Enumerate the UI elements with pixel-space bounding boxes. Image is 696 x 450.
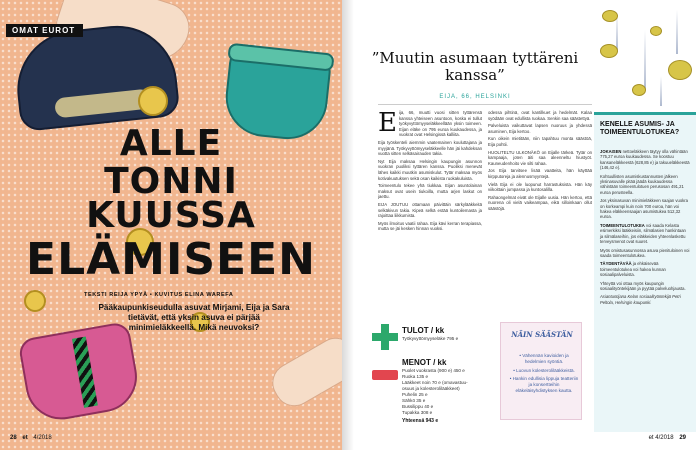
streak (660, 76, 662, 106)
article-paragraph: Palveluista vaikuttavat lapsen nuoruus ja yhdessä asuminen, Eija kertoo. (488, 123, 592, 134)
expense-line: Lääkkeet noin 70 e (omavastuu- (402, 380, 468, 385)
article-paragraph: Jos Eija tarvitsee lisää vaatteita, hän käyttää kirpputoreja ja alennusmyyntejä. (488, 168, 592, 179)
sidebar-text: Asiantuntijana Kelan sosiaalityöntekijä Petri Peltola, Helsingin kaupunki. (600, 294, 681, 305)
expense-line: Tupakka 308 e (402, 410, 433, 415)
tip-item: • Vähennän kavioiden ja hedelmien syöntiä. (519, 353, 569, 364)
sidebar-paragraph (600, 198, 690, 220)
sidebar-text: Kohtuullisten asumiskustannusten jälkeen yksinasuvalle pitää jäädä kuukaudessa vähintään toimeentulotuen perusosan 491,21 euroa perusteella. (600, 173, 684, 195)
pull-quote: ”Muutin asumaan tyttäreni kanssa” (371, 49, 579, 84)
sidebar-paragraph (600, 294, 690, 305)
expenses-title: MENOT / kk (402, 358, 447, 367)
sidebar-paragraph (600, 261, 690, 277)
expense-line: Ruoka 135 e (402, 374, 429, 379)
minus-icon (372, 370, 398, 380)
expense-line: Sähkö 35 e (402, 398, 426, 403)
folio-right (649, 435, 686, 441)
expenses-list (402, 368, 506, 416)
article-paragraph: Rahaongelmat eivät ole Eijalle uusia. Hän kertoo, että nuorena oli vielä vaikeampaa, eikä silloinkaan ollut säästöjä. (488, 194, 592, 211)
magazine-name: et (648, 435, 654, 441)
left-page (0, 0, 342, 450)
sidebar-text: ja ehkäisevää toimeentulotukea voi hakea kunnan sosiaalipalveluista. (600, 261, 666, 278)
drop-cap: E (378, 110, 397, 138)
expense-line: Puolet vuokrasta (900 e) 450 e (402, 368, 465, 373)
expense-line: Puhelin 25 e (402, 392, 428, 397)
article-body (378, 110, 592, 322)
tips-box (500, 322, 582, 420)
income-line: Työkyvyttömyyseläke 795 e (402, 336, 459, 341)
plus-icon (372, 324, 398, 350)
lead-text: Pääkaupunkiseudulla asuvat Mirjami, Eija ja Sara tietävät, että yksin asuva ei pärjää minimieläkkeellä. Mikä neuvoksi? (98, 303, 290, 332)
article-paragraph: Toimeentulo tekee yhä tiukkaa. Eijan asuntolainan maksut ovat usein tiukoilla, mutta arjen laskut on jaettu. (378, 183, 482, 200)
purse-rim (227, 43, 334, 72)
headline-line-3: KUUSSA (86, 195, 256, 236)
magazine-name: et (22, 435, 28, 441)
section-tag: OMAT EUROT (6, 24, 83, 37)
sidebar-keyword: TÄYDENTÄVÄÄ (600, 261, 632, 267)
sidebar-text: nettoeläkkeen täytyy olla vähintään 775,27 euroa kuukaudessa. Se koostuu kansaneläkkeestä (628,85 e) ja takuueläkkeestä (146,42 e). (600, 149, 690, 171)
article-paragraph: HUOLITELTU ULKONÄKÖ on Eijalle tärkeä. Tytär on kampaaja, joten äiti saa aleenneltu hiustyöt. Kauneudenhoito vie silti rahaa. (488, 149, 592, 166)
divider (378, 104, 592, 105)
sidebar-text: voi saada Kelasta esimerkiksi lääkkeisiin, silmälasien hankintaan ja silmälaseihin, jos eläkkeiden yhteenlaskettu terveysmenot ovat suuret. (600, 222, 686, 245)
gutter (342, 0, 354, 450)
sidebar-text: Myös omistusasunnossa asuva pienituloinen voi saada toimeentulotukea. (600, 247, 690, 258)
sidebar-title: KENELLE ASUMIS- JA TOIMEENTULOTUKEA? (600, 121, 680, 137)
info-sidebar (594, 112, 696, 432)
coin-icon (24, 290, 46, 312)
sidebar-paragraph (600, 281, 690, 292)
headline-line-2: TONNI (104, 161, 238, 202)
article-paragraph: EIJA JOUTUU ottamaan päivittäin särkylääkkeitä selkäkivun takia. Kipeä selkä estää kuntoilemasta ja rajoittaa liikkumista. (378, 201, 482, 219)
article-paragraph: Vielä Eija ei ole luopunut harrastuksista. Hän käy viikoittain jumpassa ja kuntosalilla. (488, 181, 592, 193)
expenses-total: Yhteensä 943 e (402, 418, 439, 424)
coin-icon (632, 84, 646, 96)
tips-title: NÄIN SÄÄSTÄN (511, 330, 573, 339)
tip-item: • Hankin edullisia lippuja teatteriin ja konsertteihin eläkeläisyhdistyksen kautta. (509, 376, 579, 393)
streak (676, 10, 678, 54)
article-paragraph: Myös ilmoitus vaatii rahaa. Eija kävi kerran terapiassa, mutta se jäi kesken hinnan vuoksi. (378, 220, 482, 232)
sidebar-paragraph (600, 248, 690, 259)
tip-item: • Luovun kolesterolilääkkeistä. (513, 367, 575, 373)
sidebar-text: Jos yksinasuvan minimieläkkeen saajan vuokra on korkeampi kuin noin 700 euroa, hän voi hakea eläkkeensaajan asumistukea 512,32 euroa. (600, 198, 688, 220)
sidebar-keyword: JOKAISEN (600, 149, 622, 154)
expense-line: osuus ja kolesterolilääkkeet) (402, 386, 460, 391)
coin-icon (600, 44, 618, 58)
person-caption: EIJA, 66, HELSINKI (439, 94, 511, 100)
coin-icon (650, 26, 662, 36)
income-title: TULOT / kk (402, 326, 445, 335)
issue: 4/2018 (655, 435, 674, 441)
article-paragraph: Eija työskenteli aiemmin vaatemainen kouluttajana ja myyjänä. Työkyvyttömyyseläkkeelle hän jäi kahdeksan vuotta sitten selkäsairauden takia. (378, 139, 482, 157)
expense-line: Bussilippu 40 e (402, 404, 434, 409)
coin-icon (668, 60, 692, 80)
sidebar-keyword: TOIMEENTULOTUKEA (600, 222, 645, 228)
sidebar-paragraph (600, 149, 690, 171)
coin-icon (602, 10, 618, 22)
credits: TEKSTI REIJA YPYÄ • KUVITUS ELINA WAREFA (84, 292, 234, 298)
headline-line-1: ALLE (119, 123, 223, 164)
issue: 4/2018 (33, 435, 52, 441)
sidebar-body (600, 149, 690, 308)
article-column-2 (488, 110, 592, 322)
sidebar-paragraph (600, 223, 690, 245)
purse-stripe (72, 336, 98, 407)
page-number: 28 (10, 435, 17, 441)
sidebar-text: Yhteyttä voi ottaa myös kaupungin sosiaalityöntekijään ja pyytää palveluohjausta. (600, 280, 686, 291)
tips-list (509, 353, 579, 397)
hand-illustration (265, 330, 342, 413)
pink-purse-icon (17, 321, 142, 425)
headline-line-4: ELÄMISEEN (26, 234, 316, 285)
article-paragraph: Kun oikein mietitään, niin tapahtuu monta säästöä, Eija pohtii. (488, 136, 592, 147)
coin-icon (138, 86, 168, 116)
sidebar-paragraph (600, 174, 690, 196)
article-paragraph: ija, 66, muutti vuosi sitten tyttärensä kanssa yhteiseen asuntoon, koska ei tullut työkyvyttömyyseläkkeellään yksin toimeen. Eijan eläke on 795 euroa kuukaudessa, ja vuokrat ovat Helsingissä kalliita. (398, 110, 482, 138)
streak (644, 30, 646, 90)
folio-left (10, 435, 52, 441)
article-column-1 (378, 110, 482, 322)
page-number: 29 (679, 435, 686, 441)
right-page (354, 0, 696, 450)
article-paragraph: Nyt Eija maksaa Helsingin kaupungin asunnon vuokran puoliksi tyttären kanssa. Puoliksi menevät lähes kaikki muutkin asumiskulut. Tytär maksaa myös kotivakuutuksen sekä osan kaikista ruokakuluista. (378, 158, 482, 181)
article-paragraph: odessa pihtinä, ovat kantilkuet ja hedelmät. Kalaa syödään ovat edullista ruokaa. Senkin saa säästettyä. (488, 110, 592, 121)
purse-clasp (54, 88, 152, 118)
